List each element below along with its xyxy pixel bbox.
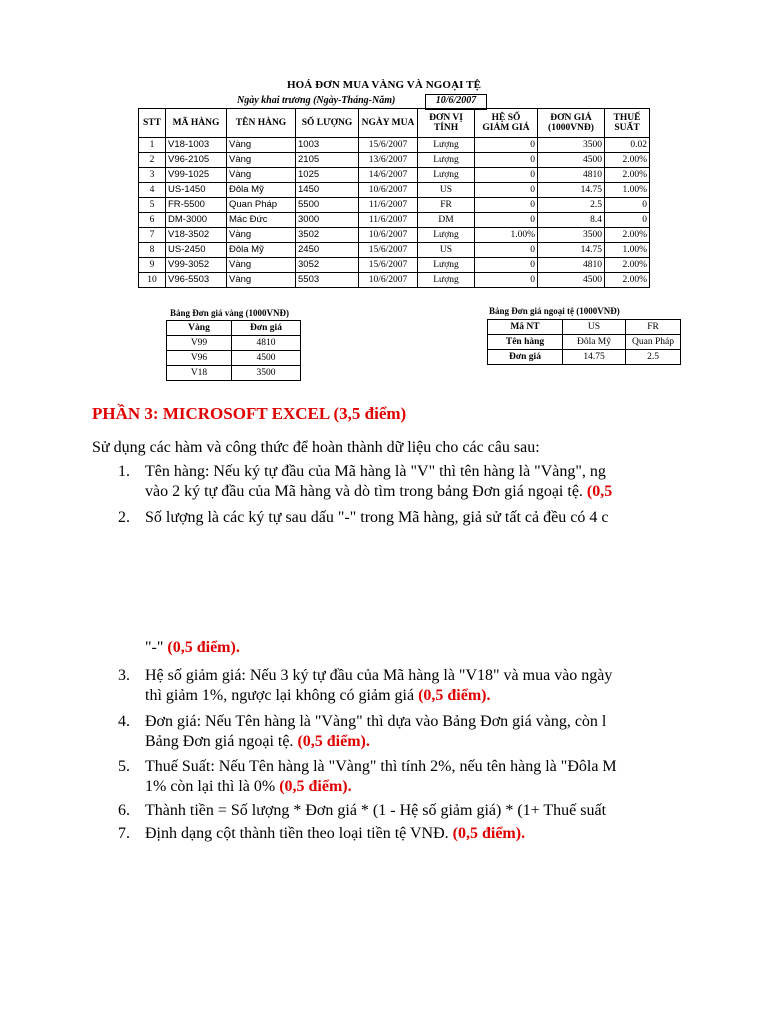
cell-don-gia: 8.4: [538, 213, 605, 228]
cell-so-luong: 2105: [296, 153, 359, 168]
gold-price-header-row: [167, 321, 301, 336]
cell-ma-hang: V18-3502: [166, 228, 227, 243]
invoice-row: [139, 198, 650, 213]
section-intro: Sử dụng các hàm và công thức để hoàn thành dữ liệu cho các câu sau:: [92, 439, 540, 456]
gold-price-row: [167, 336, 301, 351]
cell-ma-hang: DM-3000: [166, 213, 227, 228]
cell-ngay-mua: 11/6/2007: [359, 213, 418, 228]
header-ten-hang: TÊN HÀNG: [227, 109, 296, 138]
cell-ngay-mua: 15/6/2007: [359, 243, 418, 258]
q5-line1: Thuế Suất: Nếu Tên hàng là "Vàng" thì tính 2%, nếu tên hàng là "Đôla M: [145, 758, 617, 775]
q2-points: (0,5 điểm).: [167, 639, 240, 656]
header-so-luong: SỐ LƯỢNG: [296, 109, 359, 138]
cell-don-gia: 14.75: [538, 183, 605, 198]
q5-number: 5.: [118, 758, 130, 775]
cell-stt: 9: [139, 258, 166, 273]
cell-ma-hang: V99-1025: [166, 168, 227, 183]
cell-ma-hang: V18-1003: [166, 138, 227, 153]
cell-ngay-mua: 15/6/2007: [359, 258, 418, 273]
q4-line1: Đơn giá: Nếu Tên hàng là "Vàng" thì dựa vào Bảng Đơn giá vàng, còn l: [145, 713, 607, 730]
cell-ten-hang: Đôla Mỹ: [227, 183, 296, 198]
gold-price-cell: 4500: [232, 351, 301, 366]
cell-don-gia: 4810: [538, 168, 605, 183]
cell-don-vi-tinh: Lượng: [418, 228, 475, 243]
invoice-row: [139, 183, 650, 198]
q2-number: 2.: [118, 509, 130, 526]
fx-value-cell: FR: [626, 320, 681, 335]
header-ngay-mua: NGÀY MUA: [359, 109, 418, 138]
cell-so-luong: 3000: [296, 213, 359, 228]
fx-price-title: Bảng Đơn giá ngoại tệ (1000VNĐ): [489, 306, 620, 316]
invoice-row: [139, 168, 650, 183]
cell-don-vi-tinh: Lượng: [418, 138, 475, 153]
q3-points: (0,5 điểm).: [418, 687, 491, 704]
cell-stt: 7: [139, 228, 166, 243]
fx-value-cell: 2.5: [626, 350, 681, 365]
cell-ten-hang: Vàng: [227, 153, 296, 168]
fx-price-row: [488, 320, 681, 335]
cell-don-vi-tinh: Lượng: [418, 153, 475, 168]
question-7: [118, 824, 768, 844]
cell-ten-hang: Vàng: [227, 138, 296, 153]
gold-code-cell: V18: [167, 366, 232, 381]
fx-row-label: Mã NT: [488, 320, 563, 335]
cell-ngay-mua: 10/6/2007: [359, 183, 418, 198]
q4-points: (0,5 điểm).: [297, 733, 370, 750]
question-4: [118, 712, 768, 752]
cell-ma-hang: V96-5503: [166, 273, 227, 288]
q1-line1: Tên hàng: Nếu ký tự đầu của Mã hàng là "V" thì tên hàng là "Vàng", ng: [145, 463, 606, 480]
question-2: [118, 508, 768, 528]
fx-value-cell: Đôla Mỹ: [563, 335, 626, 350]
gold-header-don-gia: Đơn giá: [232, 321, 301, 336]
cell-stt: 8: [139, 243, 166, 258]
q7-line1: Định dạng cột thành tiền theo loại tiền tệ VNĐ.: [145, 825, 453, 842]
cell-he-so-giam-gia: 0: [475, 258, 538, 273]
gold-price-row: [167, 351, 301, 366]
gold-code-cell: V99: [167, 336, 232, 351]
cell-thue-suat: 0: [605, 198, 650, 213]
cell-he-so-giam-gia: 0: [475, 183, 538, 198]
cell-so-luong: 1025: [296, 168, 359, 183]
cell-so-luong: 5503: [296, 273, 359, 288]
cell-stt: 4: [139, 183, 166, 198]
cell-thue-suat: 1.00%: [605, 243, 650, 258]
q6-number: 6.: [118, 802, 130, 819]
invoice-table: [138, 108, 650, 288]
invoice-row: [139, 138, 650, 153]
cell-he-so-giam-gia: 0: [475, 213, 538, 228]
q1-number: 1.: [118, 463, 130, 480]
cell-don-gia: 4810: [538, 258, 605, 273]
header-stt: STT: [139, 109, 166, 138]
fx-row-label: Đơn giá: [488, 350, 563, 365]
question-1: [118, 462, 768, 502]
cell-ngay-mua: 13/6/2007: [359, 153, 418, 168]
fx-price-table: [487, 319, 681, 365]
cell-he-so-giam-gia: 0: [475, 198, 538, 213]
cell-stt: 5: [139, 198, 166, 213]
cell-so-luong: 1450: [296, 183, 359, 198]
q5-points: (0,5 điểm).: [279, 778, 352, 795]
gold-price-title: Bảng Đơn giá vàng (1000VNĐ): [170, 308, 289, 318]
header-he-so-giam-gia: HỆ SỐ GIẢM GIÁ: [475, 109, 538, 138]
q4-number: 4.: [118, 713, 130, 730]
cell-don-vi-tinh: DM: [418, 213, 475, 228]
cell-ten-hang: Quan Pháp: [227, 198, 296, 213]
q2-line1: Số lượng là các ký tự sau dấu "-" trong Mã hàng, giả sử tất cả đều có 4 c: [145, 509, 609, 526]
invoice-title: HOÁ ĐƠN MUA VÀNG VÀ NGOẠI TỆ: [286, 79, 482, 91]
cell-don-vi-tinh: Lượng: [418, 273, 475, 288]
fx-price-row: [488, 350, 681, 365]
header-don-gia: ĐƠN GIÁ (1000VNĐ): [538, 109, 605, 138]
gold-code-cell: V96: [167, 351, 232, 366]
q3-line1: Hệ số giảm giá: Nếu 3 ký tự đầu của Mã hàng là "V18" và mua vào ngày: [145, 667, 613, 684]
open-date-value: 10/6/2007: [425, 94, 487, 110]
q4-line2: Bảng Đơn giá ngoại tệ.: [145, 733, 298, 750]
cell-don-gia: 4500: [538, 273, 605, 288]
cell-so-luong: 5500: [296, 198, 359, 213]
cell-ma-hang: FR-5500: [166, 198, 227, 213]
q2-continuation: "-": [145, 639, 168, 656]
cell-ma-hang: V99-3052: [166, 258, 227, 273]
open-date-label: Ngày khai trương (Ngày-Tháng-Năm): [237, 95, 396, 106]
q3-number: 3.: [118, 667, 130, 684]
fx-value-cell: US: [563, 320, 626, 335]
cell-thue-suat: 0.02: [605, 138, 650, 153]
cell-don-gia: 2.5: [538, 198, 605, 213]
cell-don-gia: 3500: [538, 138, 605, 153]
cell-ten-hang: Vàng: [227, 228, 296, 243]
header-thue-suat: THUẾ SUẤT: [605, 109, 650, 138]
cell-he-so-giam-gia: 0: [475, 153, 538, 168]
invoice-row: [139, 228, 650, 243]
cell-don-gia: 4500: [538, 153, 605, 168]
question-3: [118, 666, 768, 706]
section-heading: PHẦN 3: MICROSOFT EXCEL (3,5 điểm): [92, 404, 407, 423]
cell-don-gia: 3500: [538, 228, 605, 243]
question-5: [118, 757, 768, 797]
question-2-continued: [118, 638, 768, 658]
cell-thue-suat: 2.00%: [605, 228, 650, 243]
cell-thue-suat: 2.00%: [605, 258, 650, 273]
fx-value-cell: Quan Pháp: [626, 335, 681, 350]
cell-don-vi-tinh: US: [418, 243, 475, 258]
cell-don-vi-tinh: Lượng: [418, 258, 475, 273]
cell-stt: 2: [139, 153, 166, 168]
fx-value-cell: 14.75: [563, 350, 626, 365]
gold-price-cell: 3500: [232, 366, 301, 381]
cell-ngay-mua: 11/6/2007: [359, 198, 418, 213]
invoice-row: [139, 273, 650, 288]
cell-ten-hang: Vàng: [227, 273, 296, 288]
cell-he-so-giam-gia: 1.00%: [475, 228, 538, 243]
cell-thue-suat: 2.00%: [605, 153, 650, 168]
cell-thue-suat: 2.00%: [605, 273, 650, 288]
cell-stt: 10: [139, 273, 166, 288]
cell-so-luong: 3502: [296, 228, 359, 243]
cell-so-luong: 2450: [296, 243, 359, 258]
q1-points: (0,5: [586, 483, 613, 500]
header-ma-hang: MÃ HÀNG: [166, 109, 227, 138]
q7-number: 7.: [118, 825, 130, 842]
gold-header-vang: Vàng: [167, 321, 232, 336]
q6-line1: Thành tiền = Số lượng * Đơn giá * (1 - Hệ số giảm giá) * (1+ Thuế suất: [145, 802, 607, 819]
cell-he-so-giam-gia: 0: [475, 243, 538, 258]
invoice-row: [139, 153, 650, 168]
question-6: [118, 801, 768, 821]
cell-he-so-giam-gia: 0: [475, 273, 538, 288]
fx-row-label: Tên hàng: [488, 335, 563, 350]
invoice-row: [139, 258, 650, 273]
cell-don-vi-tinh: US: [418, 183, 475, 198]
cell-don-vi-tinh: Lượng: [418, 168, 475, 183]
cell-don-gia: 14.75: [538, 243, 605, 258]
q5-line2: 1% còn lại thì là 0%: [145, 778, 280, 795]
invoice-row: [139, 243, 650, 258]
cell-ngay-mua: 10/6/2007: [359, 228, 418, 243]
cell-ma-hang: US-1450: [166, 183, 227, 198]
gold-price-cell: 4810: [232, 336, 301, 351]
invoice-header-row: [139, 109, 650, 138]
cell-ngay-mua: 14/6/2007: [359, 168, 418, 183]
gold-price-table: [166, 320, 301, 381]
cell-stt: 1: [139, 138, 166, 153]
cell-so-luong: 3052: [296, 258, 359, 273]
cell-thue-suat: 2.00%: [605, 168, 650, 183]
fx-price-row: [488, 335, 681, 350]
cell-so-luong: 1003: [296, 138, 359, 153]
cell-he-so-giam-gia: 0: [475, 138, 538, 153]
cell-thue-suat: 0: [605, 213, 650, 228]
gold-price-row: [167, 366, 301, 381]
cell-ten-hang: Vàng: [227, 258, 296, 273]
q1-line2: vào 2 ký tự đầu của Mã hàng và dò tìm trong bảng Đơn giá ngoại tệ.: [145, 483, 587, 500]
cell-ten-hang: Đôla Mỹ: [227, 243, 296, 258]
q7-points: (0,5 điểm).: [452, 825, 526, 842]
cell-ngay-mua: 10/6/2007: [359, 273, 418, 288]
cell-stt: 3: [139, 168, 166, 183]
cell-don-vi-tinh: FR: [418, 198, 475, 213]
cell-stt: 6: [139, 213, 166, 228]
cell-ma-hang: US-2450: [166, 243, 227, 258]
cell-he-so-giam-gia: 0: [475, 168, 538, 183]
cell-ten-hang: Mác Đức: [227, 213, 296, 228]
cell-ma-hang: V96-2105: [166, 153, 227, 168]
invoice-row: [139, 213, 650, 228]
cell-thue-suat: 1.00%: [605, 183, 650, 198]
cell-ngay-mua: 15/6/2007: [359, 138, 418, 153]
q3-line2: thì giảm 1%, ngược lại không có giảm giá: [145, 687, 419, 704]
cell-ten-hang: Vàng: [227, 168, 296, 183]
header-don-vi-tinh: ĐƠN VỊ TÍNH: [418, 109, 475, 138]
